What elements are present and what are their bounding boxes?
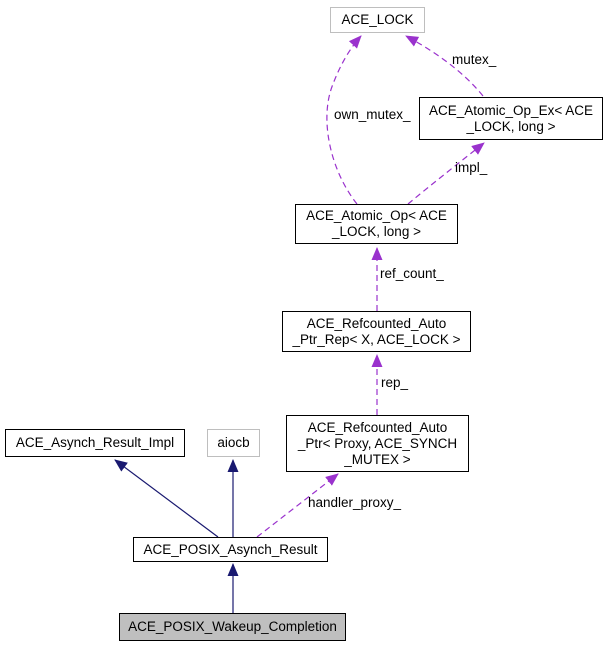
edge-label-mutex: mutex_ (452, 52, 497, 67)
edge-inherit-asynch-result-impl (115, 460, 218, 537)
node-ace-refcounted-auto-ptr-rep-label-line2: _Ptr_Rep< X, ACE_LOCK > (292, 331, 461, 347)
node-ace-refcounted-auto-ptr-rep[interactable] (282, 311, 471, 352)
edge-label-handler-proxy: handler_proxy_ (308, 495, 402, 510)
node-ace-lock (330, 7, 425, 33)
node-ace-refcounted-auto-ptr-label-line1: ACE_Refcounted_Auto (307, 419, 448, 435)
node-aiocb (207, 429, 260, 457)
node-ace-atomic-op[interactable] (295, 204, 458, 244)
edge-label-ref-count: ref_count_ (380, 266, 444, 281)
node-ace-refcounted-auto-ptr-label-line3: _MUTEX > (344, 451, 411, 467)
node-ace-refcounted-auto-ptr-label-line2: _Ptr< Proxy, ACE_SYNCH (297, 435, 458, 451)
node-ace-refcounted-auto-ptr-rep-label-line1: ACE_Refcounted_Auto (306, 315, 447, 331)
node-ace-asynch-result-impl-label: ACE_Asynch_Result_Impl (15, 435, 175, 450)
node-ace-posix-wakeup-completion (119, 613, 346, 641)
edge-label-impl: impl_ (455, 160, 488, 175)
node-ace-asynch-result-impl[interactable] (5, 429, 185, 457)
node-ace-lock-label: ACE_LOCK (341, 12, 414, 27)
node-aiocb-label: aiocb (217, 435, 250, 450)
node-ace-atomic-op-label-line1: ACE_Atomic_Op< ACE (306, 208, 447, 223)
node-ace-atomic-op-ex-label-line1: ACE_Atomic_Op_Ex< ACE (429, 102, 593, 118)
node-ace-atomic-op-label-line2: _LOCK, long > (332, 224, 421, 239)
node-ace-refcounted-auto-ptr[interactable] (286, 415, 469, 472)
node-ace-posix-asynch-result-label: ACE_POSIX_Asynch_Result (143, 541, 318, 557)
node-ace-posix-wakeup-completion-label: ACE_POSIX_Wakeup_Completion (128, 619, 337, 634)
node-ace-posix-asynch-result[interactable] (133, 537, 328, 562)
node-ace-atomic-op-ex-label-line2: _LOCK, long > (466, 118, 556, 134)
edge-label-own-mutex: own_mutex_ (334, 107, 411, 122)
node-ace-atomic-op-ex[interactable] (419, 97, 603, 140)
edge-label-rep: rep_ (381, 375, 409, 390)
